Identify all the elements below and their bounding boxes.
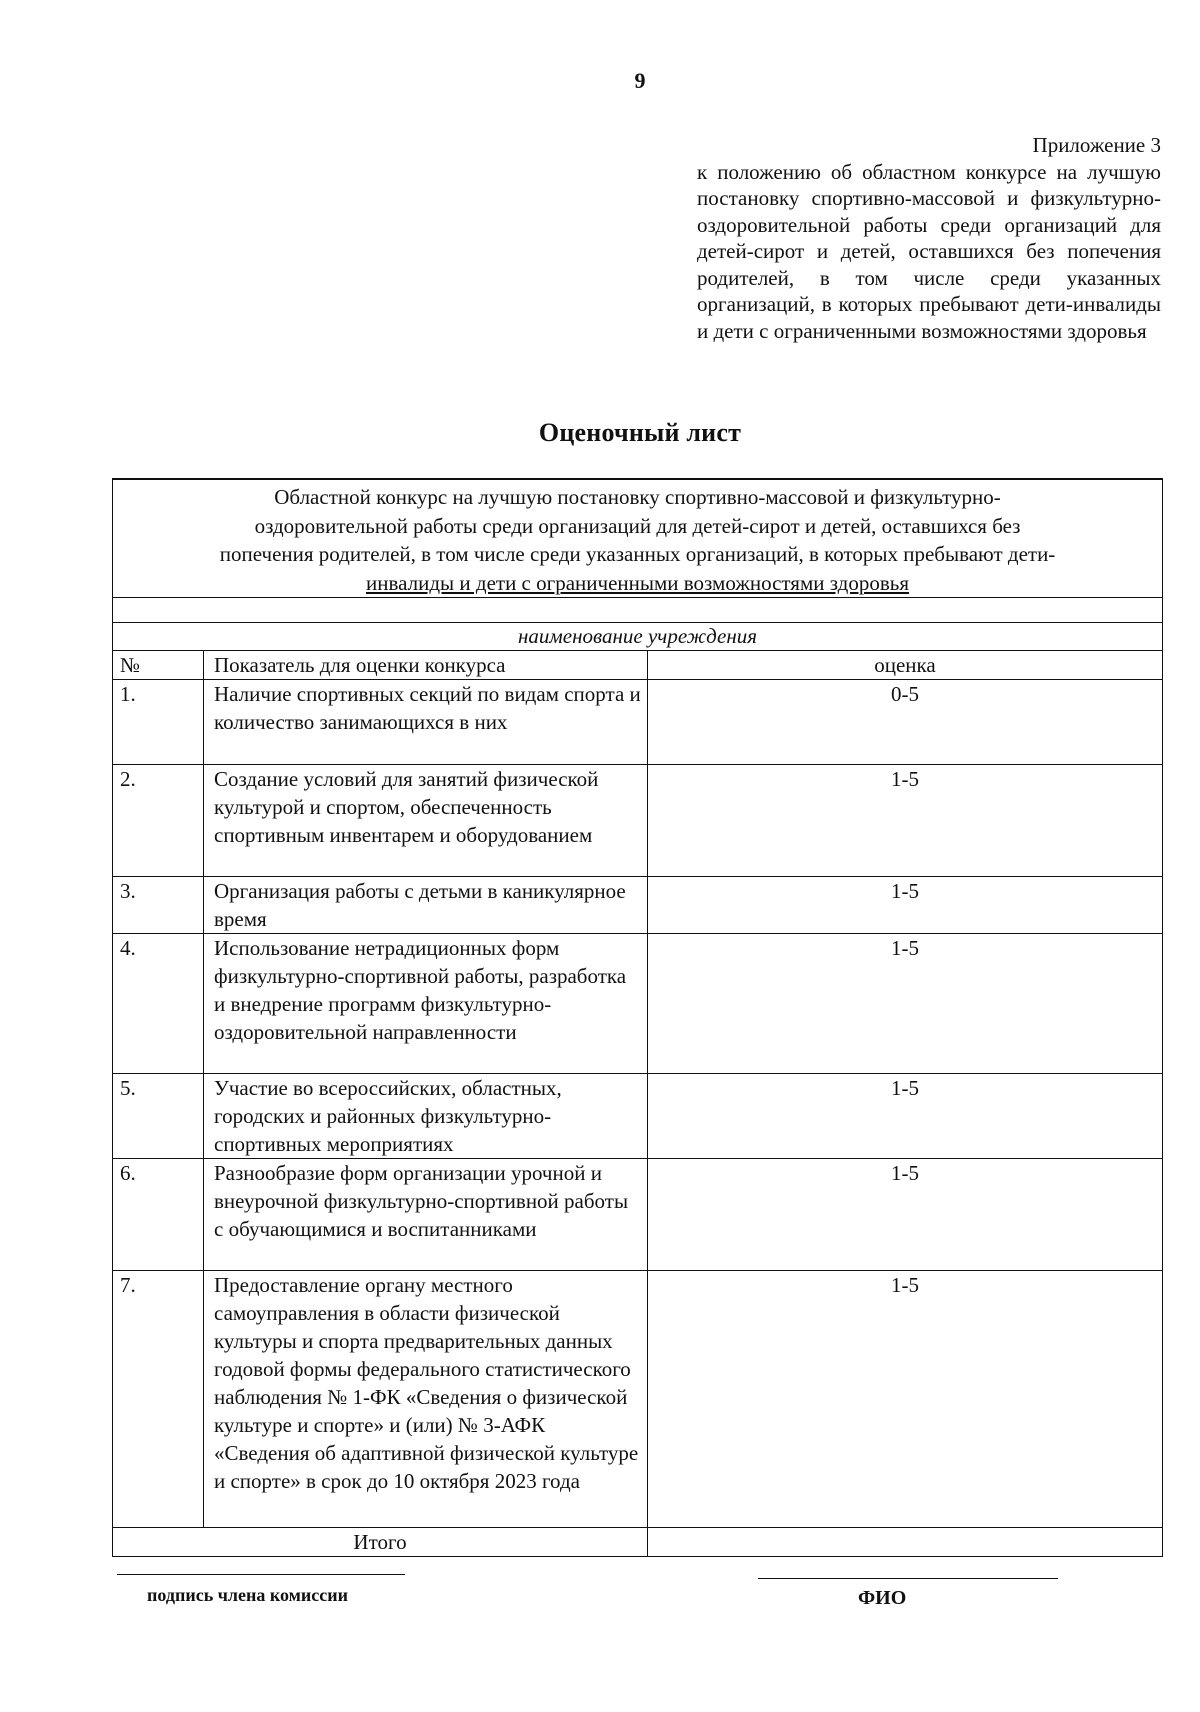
row-number: 2.: [113, 765, 204, 877]
total-row: [113, 1528, 1163, 1557]
row-indicator: Создание условий для занятий физической культурой и спортом, обеспеченность спортивным инвентарем и оборудованием: [204, 765, 648, 877]
row-number: 3.: [113, 877, 204, 934]
row-indicator: Использование нетрадиционных форм физкультурно-спортивной работы, разработка и внедрение программ физкультурно-оздоровительной направленности: [204, 934, 648, 1074]
institution-name-field[interactable]: наименование учреждения: [113, 623, 1163, 651]
sheet-title: Оценочный лист: [538, 418, 742, 447]
total-label: Итого: [113, 1528, 648, 1557]
row-number: 5.: [113, 1074, 204, 1159]
total-score-cell[interactable]: [648, 1528, 1163, 1557]
blank-cell: [113, 598, 1163, 623]
table-heading-row: [113, 479, 1163, 598]
row-indicator: Организация работы с детьми в каникулярное время: [204, 877, 648, 934]
row-score: 1-5: [648, 765, 1163, 877]
heading-line: попечения родителей, в том числе среди указанных организаций, в которых пребывают дети-: [219, 542, 1056, 566]
table-row: [113, 934, 1163, 1074]
full-name-line[interactable]: [758, 1578, 1058, 1579]
row-number: 4.: [113, 934, 204, 1074]
table-heading: [113, 479, 1163, 598]
row-score: 1-5: [648, 1159, 1163, 1271]
table-row: [113, 877, 1163, 934]
row-score: 1-5: [648, 1271, 1163, 1528]
table-row: [113, 1271, 1163, 1528]
member-signature-line[interactable]: [117, 1574, 405, 1575]
page-number: 9: [634, 68, 646, 93]
member-signature-caption: подпись члена комиссии: [147, 1585, 348, 1605]
row-indicator: Наличие спортивных секций по видам спорта и количество занимающихся в них: [204, 680, 648, 765]
table-row: [113, 680, 1163, 765]
appendix-title: Приложение 3: [1032, 133, 1161, 157]
heading-line: инвалиды и дети с ограниченными возможностями здоровья: [366, 570, 910, 595]
row-score: 1-5: [648, 1074, 1163, 1159]
heading-line: оздоровительной работы среди организаций для детей-сирот и детей, оставшихся без: [254, 513, 1021, 538]
column-header-indicator: Показатель для оценки конкурса: [204, 651, 648, 680]
row-score: 1-5: [648, 877, 1163, 934]
row-indicator: Участие во всероссийских, областных, городских и районных физкультурно-спортивных мероприятиях: [204, 1074, 648, 1159]
row-number: 7.: [113, 1271, 204, 1528]
row-indicator: Предоставление органу местного самоуправления в области физической культуры и спорта предварительных данных годовой формы федерального статистического наблюдения № 1-ФК «Сведения о физической культуре и спорте» и (или) № 3-АФК «Сведения об адаптивной физической культуре и спорте» в срок до 10 октября 2023 года: [204, 1271, 648, 1528]
table-header-row: [113, 651, 1163, 680]
institution-row: [113, 623, 1163, 651]
heading-line: Областной конкурс на лучшую постановку спортивно-массовой и физкультурно-: [274, 485, 1001, 509]
evaluation-table: [112, 478, 1163, 1557]
appendix-block: [697, 132, 1161, 344]
appendix-body: к положению об областном конкурсе на лучшую постановку спортивно-массовой и физкультурно-оздоровительной работы среди организаций для детей-сирот и детей, оставшихся без попечения родителей, в том числе среди указанных организаций, в которых пребывают дети-инвалиды и дети с ограниченными возможностями здоровья: [697, 159, 1161, 343]
column-header-score: оценка: [648, 651, 1163, 680]
table-row: [113, 1074, 1163, 1159]
row-number: 1.: [113, 680, 204, 765]
row-score: 1-5: [648, 934, 1163, 1074]
row-number: 6.: [113, 1159, 204, 1271]
column-header-number: №: [113, 651, 204, 680]
row-score: 0-5: [648, 680, 1163, 765]
table-row: [113, 1159, 1163, 1271]
full-name-caption: ФИО: [858, 1587, 907, 1609]
row-indicator: Разнообразие форм организации урочной и внеурочной физкультурно-спортивной работы с обучающимися и воспитанниками: [204, 1159, 648, 1271]
blank-row: [113, 598, 1163, 623]
table-row: [113, 765, 1163, 877]
